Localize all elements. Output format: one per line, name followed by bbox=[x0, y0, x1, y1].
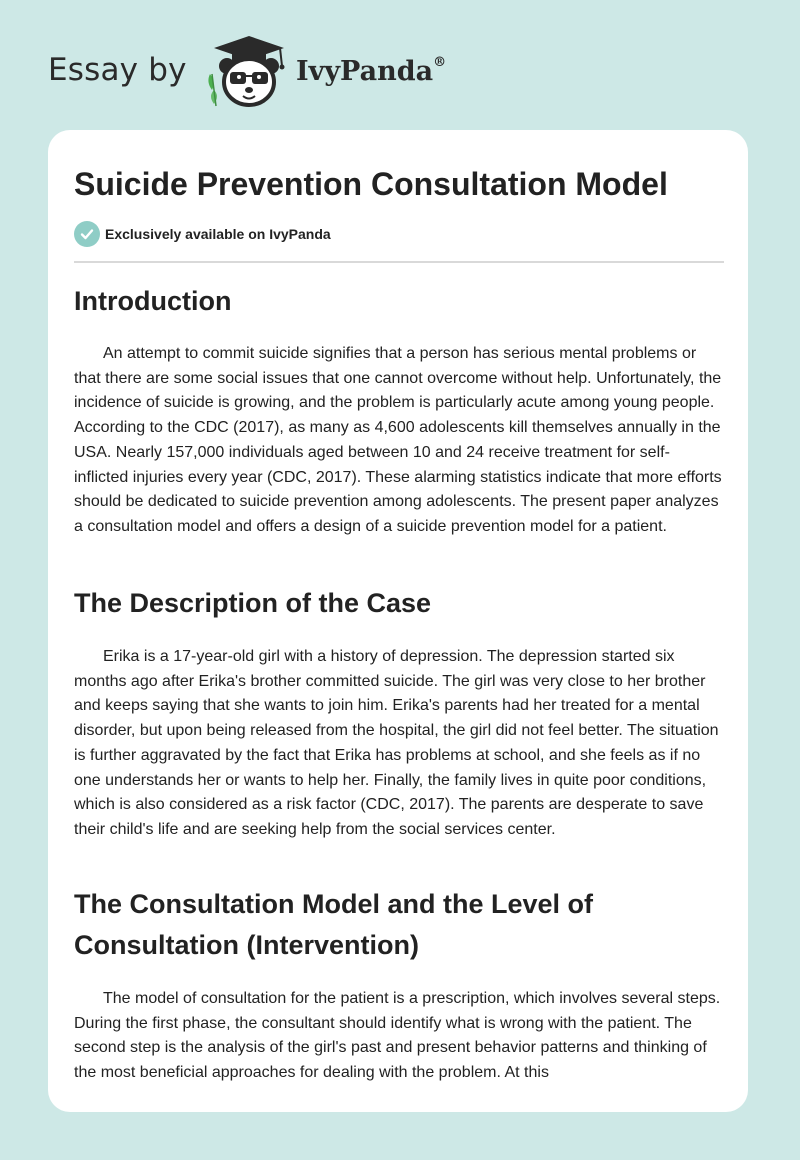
section-paragraph-introduction: An attempt to commit suicide signifies that a person has serious mental problems or that there are some social issues that one cannot overcome without help. Unfortunately, the incidence of suicide is growing, and the problem is particularly acute among young people. According to the CDC (2017), as many as 4,600 adolescents kill themselves annually in the USA. Nearly 157,000 individuals aged between 10 and 24 receive treatment for self-inflicted injuries every year (CDC, 2017). These alarming statistics indicate that more efforts should be dedicated to suicide prevention among adolescents. The present paper analyzes a consultation model and offers a design of a suicide prevention model for a patient. bbox=[74, 345, 722, 535]
section-heading-case-description: The Description of the Case bbox=[74, 588, 432, 618]
site-header bbox=[48, 34, 748, 110]
check-icon bbox=[74, 221, 100, 247]
brand-text: IvyPanda bbox=[296, 56, 434, 87]
registered-mark: ® bbox=[433, 55, 447, 70]
section-paragraph-consultation-model: The model of consultation for the patient is a prescription, which involves several steps. During the first phase, the consultant should identify what is wrong with the patient. The second step is the analysis of the girl's past and present behavior patterns and thinking of the most beneficial approaches for dealing with the problem. At this bbox=[74, 990, 721, 1082]
brand-name[interactable] bbox=[296, 56, 446, 87]
section-heading-consultation-model: The Consultation Model and the Level of Consultation (Intervention) bbox=[74, 889, 594, 960]
exclusive-badge-label: Exclusively available on IvyPanda bbox=[105, 226, 331, 242]
essay-by-label: Essay by bbox=[48, 52, 187, 88]
essay-card bbox=[48, 130, 748, 1112]
section-paragraph-case-description: Erika is a 17-year-old girl with a history of depression. The depression started six months ago after Erika's brother committed suicide. The girl was very close to her brother and keeps saying that she wants to join him. Erika's parents had her treated for a mental disorder, but upon being released from the hospital, the girl did not feel better. The situation is further aggravated by the fact that Erika has problems at school, and she feels as if no one understands her or wants to help her. Finally, the family lives in quite poor conditions, which is also considered as a risk factor (CDC, 2017). The parents are desperate to save their child's life and are seeking help from the social services center. bbox=[74, 648, 719, 838]
panda-logo-icon[interactable] bbox=[204, 34, 294, 110]
exclusive-badge bbox=[74, 221, 331, 247]
title-divider bbox=[74, 261, 724, 263]
section-heading-introduction: Introduction bbox=[74, 286, 232, 316]
essay-title: Suicide Prevention Consultation Model bbox=[74, 166, 668, 202]
